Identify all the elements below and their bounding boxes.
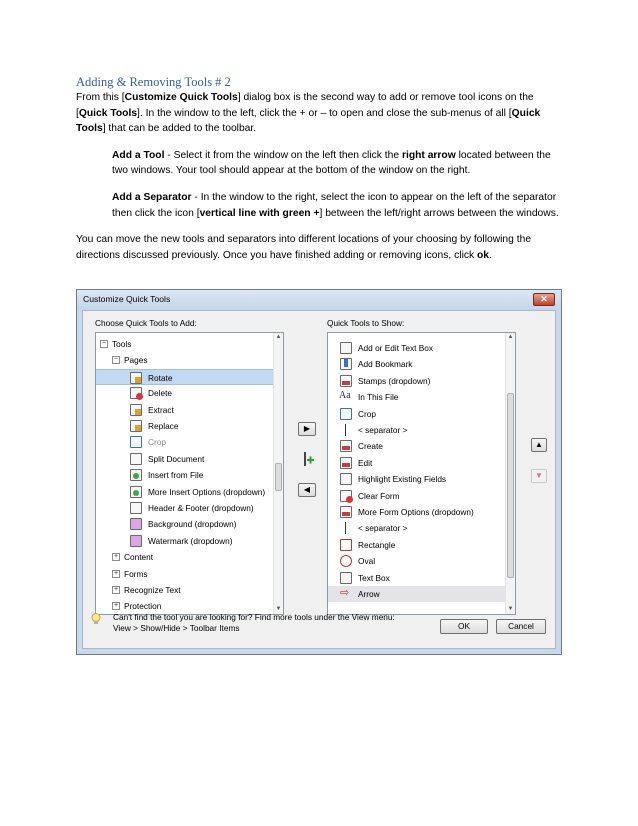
expand-icon[interactable]: +: [113, 553, 119, 561]
extract-icon: [130, 404, 142, 416]
list-item[interactable]: [96, 402, 273, 418]
list-item[interactable]: [96, 582, 273, 598]
list-item-label: In This File: [358, 392, 399, 403]
list-item[interactable]: [328, 537, 505, 553]
ok-button[interactable]: OK: [440, 619, 488, 634]
list-item[interactable]: [96, 467, 273, 483]
closing-paragraph: [76, 232, 562, 263]
list-item-label: Content: [124, 552, 154, 563]
create-form-icon: [340, 440, 352, 452]
list-item[interactable]: [328, 455, 505, 471]
list-item[interactable]: [328, 422, 505, 438]
close-button[interactable]: ✕: [533, 293, 555, 306]
add-tool-text: located between the two windows. Your tool should appear at the bottom of the window on the right.: [112, 149, 551, 177]
remove-tool-button[interactable]: ◀: [298, 483, 316, 497]
intro-text: ] dialog box is the second way to add or remove tool icons on the [: [76, 92, 534, 119]
shown-tools-list[interactable]: [327, 332, 516, 615]
list-item-label: Split Document: [148, 453, 205, 464]
list-item-label: Add Bookmark: [358, 359, 413, 370]
add-separator-text: - In the window to the right, select the icon to appear on the left of the separator then click the icon [: [112, 191, 557, 219]
list-item[interactable]: [96, 336, 273, 352]
list-item-label: Stamps (dropdown): [358, 375, 431, 386]
clear-form-icon: [340, 490, 352, 502]
dialog-title: Customize Quick Tools: [83, 294, 171, 304]
list-item-label: Oval: [358, 556, 376, 567]
scroll-thumb[interactable]: [507, 393, 514, 578]
lightbulb-icon: [91, 613, 101, 625]
list-item[interactable]: [96, 516, 273, 532]
list-item-label: Text Box: [358, 572, 390, 583]
intro-bold: Quick Tools: [76, 107, 541, 135]
left-scrollbar[interactable]: [273, 333, 283, 614]
list-item-label: More Form Options (dropdown): [358, 507, 474, 517]
separator-plus-icon: [301, 451, 315, 467]
split-document-icon: [130, 453, 142, 465]
list-item-label: Insert from File: [148, 470, 204, 481]
edit-form-icon: [340, 457, 352, 469]
list-item-label: Delete: [148, 388, 172, 399]
list-item[interactable]: [328, 471, 505, 487]
list-item[interactable]: [328, 373, 505, 389]
list-item[interactable]: [96, 549, 273, 565]
list-item-label: Extract: [148, 404, 174, 415]
intro-bold: Quick Tools: [78, 107, 138, 119]
add-tool-label: Add a Tool: [112, 149, 165, 161]
closing-text: You can move the new tools and separators into different locations of your choosing by following the directions discussed previously. Once you have finished adding or removing icons, click: [76, 234, 532, 261]
expand-icon[interactable]: +: [113, 602, 119, 610]
header-footer-icon: [130, 502, 142, 514]
collapse-icon[interactable]: −: [101, 340, 107, 347]
left-panel-label: Choose Quick Tools to Add:: [95, 318, 197, 328]
list-item[interactable]: [96, 484, 273, 500]
list-item-label: Forms: [124, 568, 148, 579]
scroll-thumb[interactable]: [275, 463, 282, 491]
list-item[interactable]: [96, 434, 273, 450]
more-insert-icon: [130, 486, 142, 498]
rotate-icon: [130, 372, 142, 384]
list-item[interactable]: [96, 533, 273, 549]
document-body: [76, 74, 562, 263]
list-item[interactable]: [328, 340, 505, 356]
customize-quick-tools-dialog: [76, 289, 562, 655]
list-item-label: Watermark (dropdown): [148, 535, 233, 546]
available-tools-list[interactable]: [95, 332, 284, 615]
separator-icon: [340, 522, 352, 534]
closing-bold: ok: [477, 249, 490, 261]
list-item[interactable]: [328, 520, 505, 536]
section-heading: Adding & Removing Tools # 2: [76, 75, 231, 89]
expand-icon[interactable]: +: [113, 569, 119, 577]
scroll-down-arrow[interactable]: ▼: [507, 606, 514, 612]
list-item-label: Rotate: [148, 372, 173, 383]
list-item-label: Rectangle: [358, 539, 396, 550]
add-separator-paragraph: [112, 190, 562, 221]
right-scrollbar[interactable]: [505, 333, 515, 614]
intro-text: ] that can be added to the toolbar.: [102, 123, 257, 135]
intro-text: ]. In the window to the left, click the + or – to open and close the sub-menus of all [: [137, 107, 512, 119]
add-separator-bold: vertical line with green +: [199, 207, 320, 219]
list-item[interactable]: [96, 369, 273, 385]
list-item-label: Pages: [124, 355, 148, 366]
bookmark-icon: [340, 358, 352, 370]
more-form-icon: [340, 506, 352, 518]
oval-icon: [340, 555, 352, 567]
list-item-label: Create: [358, 441, 383, 452]
list-item-label: Edit: [358, 457, 373, 468]
right-panel-label: Quick Tools to Show:: [327, 318, 405, 328]
list-item-label: Background (dropdown): [148, 519, 237, 530]
add-tool-text: - Select it from the window on the left then click the: [164, 149, 402, 161]
intro-bold: Customize Quick Tools: [124, 92, 238, 103]
dialog-client: [82, 310, 556, 649]
list-item-label: Recognize Text: [124, 585, 181, 595]
find-text-icon: Aa: [339, 390, 351, 402]
list-item-label: Header & Footer (dropdown): [148, 503, 254, 513]
list-item[interactable]: [96, 352, 273, 368]
add-separator-label: Add a Separator: [112, 191, 192, 203]
list-item[interactable]: [328, 406, 505, 422]
list-item[interactable]: [328, 586, 505, 602]
scroll-up-arrow[interactable]: ▲: [507, 334, 514, 340]
list-item[interactable]: [328, 570, 505, 586]
list-item-label: Clear Form: [358, 490, 400, 501]
cancel-button[interactable]: Cancel: [496, 619, 546, 634]
list-item-label: Add or Edit Text Box: [358, 343, 434, 353]
list-item-label: More Insert Options (dropdown): [148, 486, 266, 497]
list-item[interactable]: [328, 438, 505, 454]
collapse-icon[interactable]: −: [113, 356, 119, 364]
intro-text: From this [: [76, 92, 125, 103]
list-item[interactable]: [328, 553, 505, 569]
list-item-label: Crop: [148, 437, 166, 448]
highlight-fields-icon: [340, 473, 352, 485]
rectangle-icon: [340, 539, 352, 551]
footer-hint-line2: View > Show/Hide > Toolbar Items: [113, 623, 240, 633]
list-item[interactable]: [328, 488, 505, 504]
text-box-comment-icon: [340, 572, 352, 584]
separator-icon: [340, 424, 352, 436]
crop-icon: [130, 436, 142, 448]
watermark-icon: [130, 535, 142, 547]
move-down-button[interactable]: ▼: [531, 469, 547, 483]
closing-text: .: [489, 249, 492, 261]
list-item-label: Protection: [124, 601, 162, 612]
list-item[interactable]: [96, 566, 273, 582]
list-item[interactable]: [328, 389, 505, 405]
list-item-label: Tools: [112, 339, 132, 349]
add-tool-bold: right arrow: [401, 149, 456, 161]
scroll-down-arrow[interactable]: ▼: [275, 606, 282, 612]
add-separator-text: ] between the left/right arrows between the windows.: [319, 207, 559, 219]
list-item-label: Arrow: [358, 589, 380, 599]
list-item-label: < separator >: [358, 523, 408, 534]
delete-page-icon: [130, 387, 142, 399]
list-item[interactable]: [328, 356, 505, 372]
add-tool-paragraph: [112, 148, 562, 179]
footer-hint-line1: Can't find the tool you are looking for? Find more tools under the View menu:: [113, 612, 395, 622]
dialog-title-bar[interactable]: [77, 290, 561, 310]
move-up-button[interactable]: ▲: [531, 438, 547, 452]
intro-paragraph: [76, 90, 562, 137]
replace-icon: [130, 420, 142, 432]
insert-file-icon: [130, 469, 142, 481]
add-tool-button[interactable]: ▶: [298, 422, 316, 436]
background-icon: [130, 518, 142, 530]
text-box-icon: [340, 342, 352, 354]
crop-icon: [340, 408, 352, 420]
list-item[interactable]: [96, 500, 273, 516]
list-item[interactable]: [328, 504, 505, 520]
arrow-icon: ⇨: [340, 587, 350, 599]
list-item-label: < separator >: [358, 425, 408, 435]
list-item[interactable]: [96, 451, 273, 467]
add-separator-button[interactable]: [301, 451, 315, 467]
expand-icon[interactable]: +: [113, 586, 119, 593]
list-item-label: Replace: [148, 421, 179, 431]
list-item-label: Crop: [358, 408, 376, 419]
scroll-up-arrow[interactable]: ▲: [275, 334, 282, 340]
list-item[interactable]: [96, 385, 273, 401]
stamp-icon: [340, 375, 352, 387]
list-item[interactable]: [96, 418, 273, 434]
list-item-label: Highlight Existing Fields: [358, 474, 447, 485]
